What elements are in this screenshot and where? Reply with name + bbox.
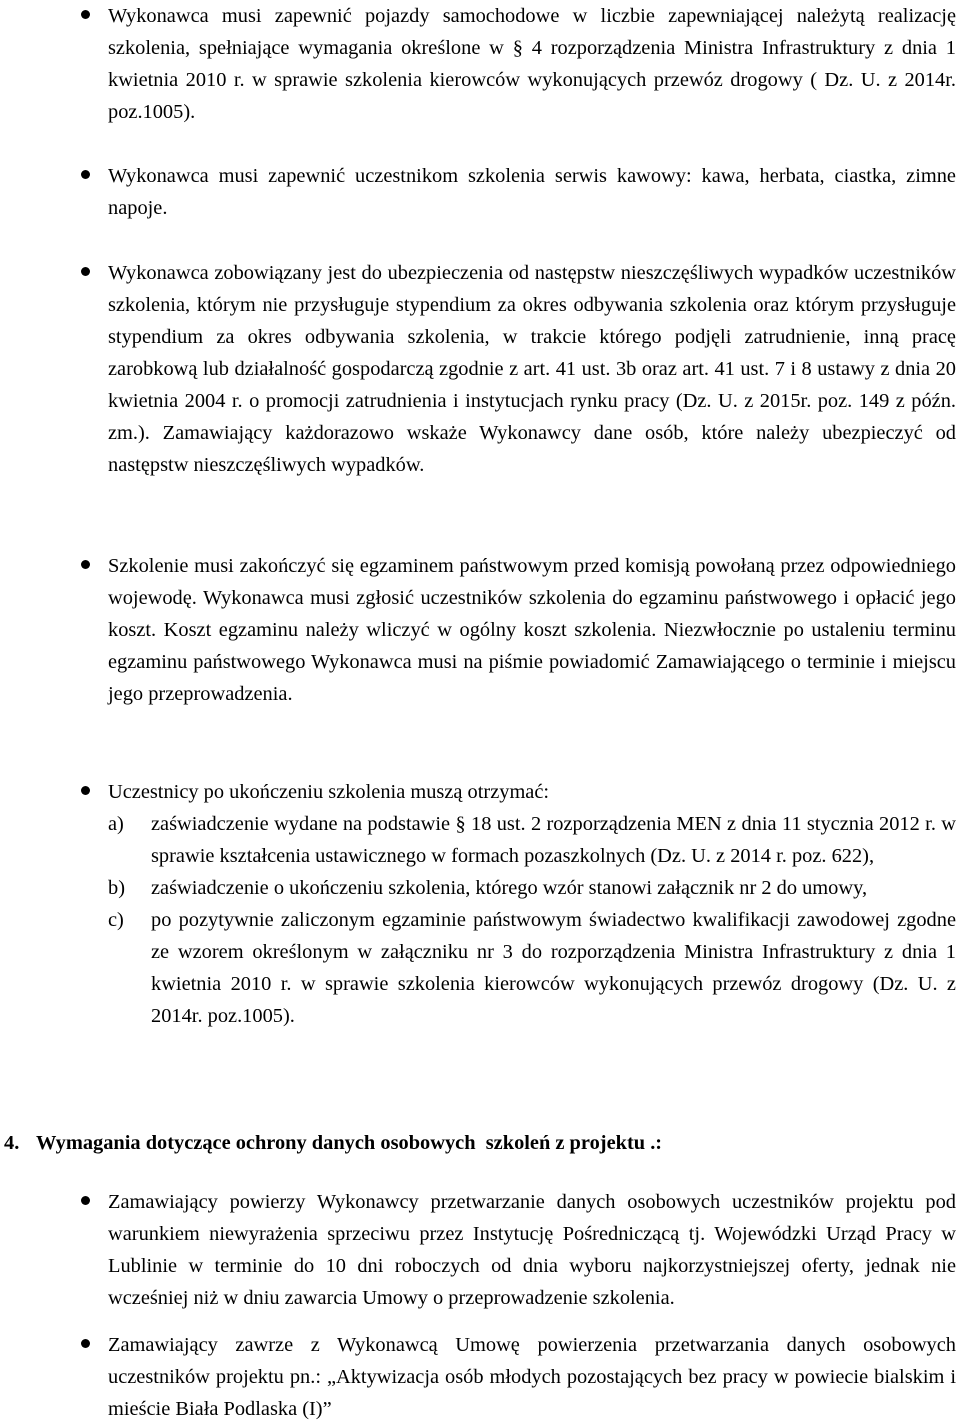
bullet-icon <box>81 560 90 569</box>
bullet-icon <box>81 1339 90 1348</box>
bullet-text: Wykonawca musi zapewnić uczestnikom szkolenia serwis kawowy: kawa, herbata, ciastka, zimne napoje. <box>108 165 956 219</box>
bullet-icon <box>81 786 90 795</box>
bullet-item-insurance <box>108 257 956 481</box>
certificate-item-label: b) <box>108 877 125 899</box>
bullet-text: Wykonawca musi zapewnić pojazdy samochodowe w liczbie zapewniającej należytą realizację szkolenia, spełniające wymagania określone w § 4 rozporządzenia Ministra Infrastruktury z dnia 1 kwietnia 2010 r. w sprawie szkolenia kierowców wykonujących przewóz drogowy ( Dz. U. z 2014r. poz.1005). <box>108 5 956 123</box>
bullet-item-coffee-service <box>108 160 956 224</box>
bullet-icon <box>81 267 90 276</box>
bullet-text: Szkolenie musi zakończyć się egzaminem państwowym przed komisją powołaną przez odpowiedniego wojewodę. Wykonawca musi zgłosić uczestników szkolenia do egzaminu państwowego i opłacić jego koszt. Koszt egzaminu należy wliczyć w ogólny koszt szkolenia. Niezwłocznie po ustaleniu terminu egzaminu państwowego Wykonawca musi na piśmie powiadomić Zamawiającego o terminie i miejscu jego przeprowadzenia. <box>108 555 956 705</box>
bullet-item-certificates <box>108 776 956 1032</box>
certificate-item <box>108 872 956 904</box>
bullet-icon <box>81 1196 90 1205</box>
certificate-item-text: zaświadczenie wydane na podstawie § 18 ust. 2 rozporządzenia MEN z dnia 11 stycznia 2012 r. w sprawie kształcenia ustawicznego w formach pozaszkolnych (Dz. U. z 2014 r. poz. 622), <box>151 813 956 867</box>
bullet-icon <box>81 10 90 19</box>
certificate-item-text: zaświadczenie o ukończeniu szkolenia, którego wzór stanowi załącznik nr 2 do umowy, <box>151 877 868 899</box>
section-title: Wymagania dotyczące ochrony danych osobowych szkoleń z projektu .: <box>36 1132 663 1154</box>
section-number: 4. <box>4 1132 20 1154</box>
bullet-item-state-exam <box>108 550 956 710</box>
bullet-item-vehicles <box>108 0 956 128</box>
certificates-intro: Uczestnicy po ukończeniu szkolenia muszą otrzymać: <box>108 781 550 803</box>
bullet-item-data-agreement <box>108 1329 956 1425</box>
certificate-item-label: a) <box>108 813 124 835</box>
certificate-item-label: c) <box>108 909 124 931</box>
certificate-item-text: po pozytywnie zaliczonym egzaminie państwowym świadectwo kwalifikacji zawodowej zgodne ze wzorem określonym w załączniku nr 3 do rozporządzenia Ministra Infrastruktury z dnia 1 kwietnia 2010 r. w sprawie szkolenia kierowców wykonujących przewóz drogowy (Dz. U. z 2014r. poz.1005). <box>151 909 956 1027</box>
certificate-item <box>108 808 956 872</box>
section-heading <box>4 1127 662 1159</box>
bullet-text: Wykonawca zobowiązany jest do ubezpieczenia od następstw nieszczęśliwych wypadków uczestników szkolenia, którym nie przysługuje stypendium za okres odbywania szkolenia oraz którym przysługuje stypendium za okres odbywania szkolenia, w trakcie którego podjęli zatrudnienie, inną pracę zarobkową lub działalność gospodarczą zgodnie z art. 41 ust. 3b oraz art. 41 ust. 7 i 8 ustawy z dnia 20 kwietnia 2004 r. o promocji zatrudnienia i instytucjach rynku pracy (Dz. U. z 2015r. poz. 149 z późn. zm.). Zamawiający każdorazowo wskaże Wykonawcy dane osób, które należy ubezpieczyć od następstw nieszczęśliwych wypadków. <box>108 262 956 476</box>
bullet-item-data-processing <box>108 1186 956 1314</box>
bullet-icon <box>81 170 90 179</box>
bullet-text: Zamawiający powierzy Wykonawcy przetwarzanie danych osobowych uczestników projektu pod warunkiem niewyrażenia sprzeciwu przez Instytucję Pośredniczącą tj. Wojewódzki Urząd Pracy w Lublinie w terminie do 10 dni roboczych od dnia wyboru najkorzystniejszej oferty, jednak nie wcześniej niż w dniu zawarcia Umowy o przeprowadzenie szkolenia. <box>108 1191 956 1309</box>
certificate-item <box>108 904 956 1032</box>
bullet-text: Zamawiający zawrze z Wykonawcą Umowę powierzenia przetwarzania danych osobowych uczestników projektu pn.: „Aktywizacja osób młodych pozostających bez pracy w powiecie bialskim i mieście Biała Podlaska (I)” <box>108 1334 956 1420</box>
